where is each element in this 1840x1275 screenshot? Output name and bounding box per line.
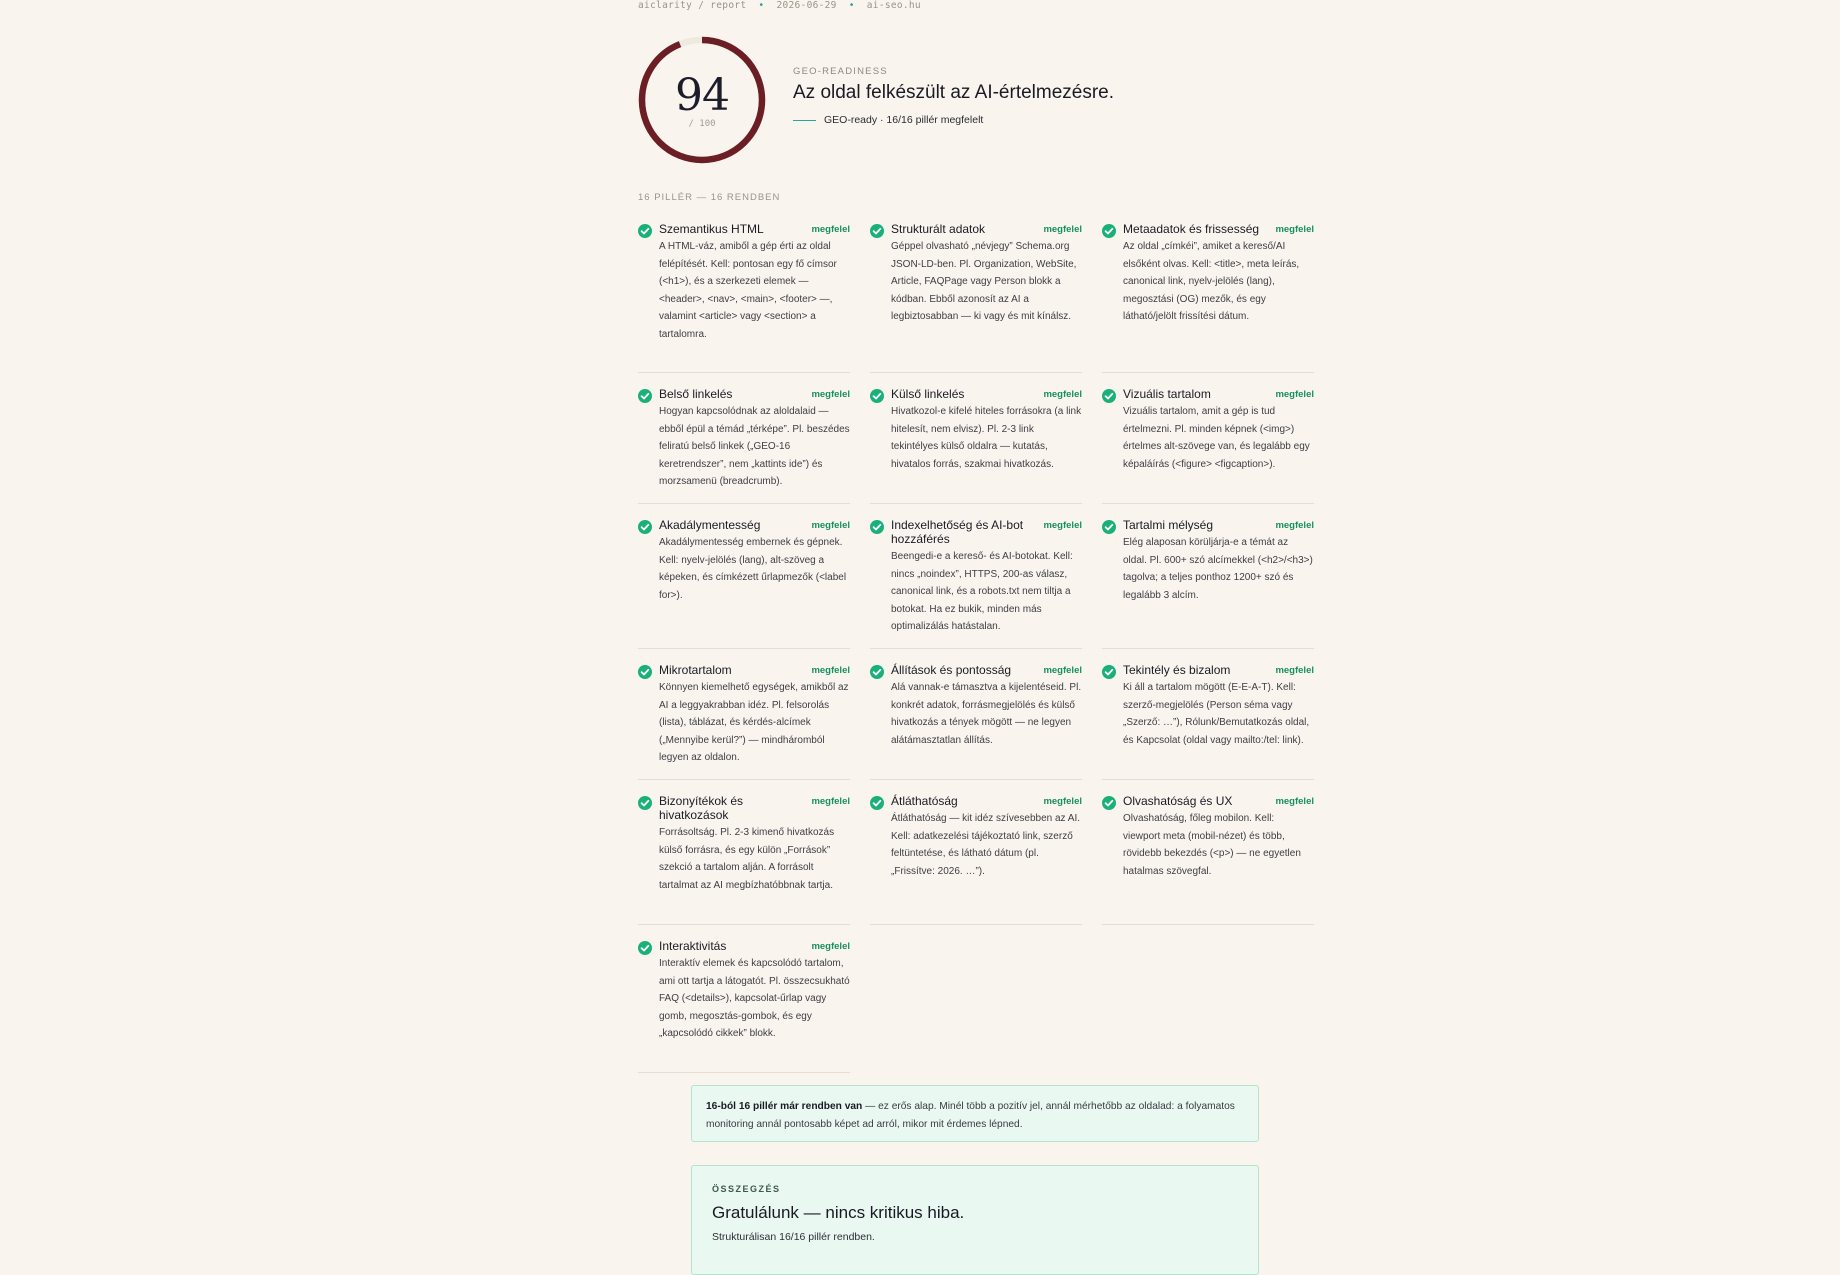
check-circle-icon <box>870 224 884 238</box>
pillar-card <box>638 387 850 504</box>
breadcrumb <box>638 0 921 11</box>
status-badge: megfelel <box>1275 520 1314 531</box>
pillar-description: Hogyan kapcsolódnak az aloldalaid — ebből épül a témád „térképe”. Pl. beszédes feliratú belső linkek („GEO-16 keretrendszer”, nem „kattints ide”) és morzsamenü (breadcrumb). <box>659 406 850 487</box>
check-circle-icon <box>1102 796 1116 810</box>
summary-eyebrow: ÖSSZEGZÉS <box>712 1184 781 1194</box>
pillar-description: Géppel olvasható „névjegy” Schema.org JSON-LD-ben. Pl. Organization, WebSite, Article, FAQPage vagy Person blokk a kódban. Ebből azonosít az AI a legbiztosabban — ki vagy és mit kínálsz. <box>891 241 1077 322</box>
check-circle-icon <box>870 796 884 810</box>
pillar-card <box>638 794 850 925</box>
pillar-description: Ki áll a tartalom mögött (E-E-A-T). Kell: szerző-megjelölés (Person séma vagy „Szerző: …”), Rólunk/Bemutatkozás oldal, és Kapcsolat (oldal vagy mailto:/tel: link). <box>1123 682 1310 746</box>
check-circle-icon <box>870 520 884 534</box>
pillar-description: Átláthatóság — kit idéz szívesebben az AI. Kell: adatkezelési tájékoztató link, szerző feltüntetése, és látható dátum (pl. „Frissítve: 2026. …”). <box>891 813 1080 877</box>
status-badge: megfelel <box>1275 665 1314 676</box>
pillar-title: Olvashatóság és UX <box>1123 794 1233 808</box>
check-circle-icon <box>1102 665 1116 679</box>
check-circle-icon <box>638 224 652 238</box>
pillar-description: Alá vannak-e támasztva a kijelentéseid. Pl. konkrét adatok, forrásmegjelölés és külső hivatkozás a tények mögött — ne legyen alátámasztatlan állítás. <box>891 682 1082 746</box>
status-badge: megfelel <box>811 520 850 531</box>
pillar-title: Strukturált adatok <box>891 222 986 236</box>
pillar-description: Elég alaposan körüljárja-e a témát az oldal. Pl. 600+ szó alcímekkel (<h2>/<h3>) tagolva; a teljes ponthoz 1200+ szó és legalább 3 alcím. <box>1123 537 1313 601</box>
pillar-card <box>870 663 1082 780</box>
check-circle-icon <box>1102 389 1116 403</box>
status-badge: megfelel <box>1275 796 1314 807</box>
status-badge: megfelel <box>811 941 850 952</box>
pillar-title: Akadálymentesség <box>659 518 761 532</box>
score-gauge <box>638 36 766 164</box>
note-text: — ez erős alap. Minél több a pozitív jel, annál mérhetőbb az oldalad: a folyamatos monitoring annál pontosabb képet ad arról, mikor mit érdemes lépned. <box>706 1101 1235 1130</box>
pillar-description: Olvashatóság, főleg mobilon. Kell: viewport meta (mobil-nézet) és több, rövidebb bekezdés (<p>) — ne egyetlen hatalmas szövegfal. <box>1123 813 1301 877</box>
status-badge: megfelel <box>1043 389 1082 400</box>
pillar-title: Átláthatóság <box>891 794 958 808</box>
status-badge: megfelel <box>811 665 850 676</box>
pillar-title: Metaadatok és frissesség <box>1123 222 1260 236</box>
pillar-card <box>870 518 1082 649</box>
pillar-title: Állítások és pontosság <box>891 663 1012 677</box>
pillar-description: Akadálymentesség embernek és gépnek. Kell: nyelv-jelölés (lang), alt-szöveg a képeken, és címkézett űrlapmezők (<label for>). <box>659 537 847 601</box>
score-value: 94 <box>675 70 729 121</box>
pillar-card <box>638 518 850 649</box>
hero-status <box>793 114 983 126</box>
pillar-card <box>870 222 1082 373</box>
summary-subtitle: Strukturálisan 16/16 pillér rendben. <box>712 1231 875 1243</box>
pillar-description: Könnyen kiemelhető egységek, amikből az AI a leggyakrabban idéz. Pl. felsorolás (lista), táblázat, és kérdés-alcímek („Mennyibe kerül?”) — mindháromból legyen az oldalon. <box>659 682 849 763</box>
status-badge: megfelel <box>811 389 850 400</box>
pillar-title: Bizonyítékok és hivatkozások <box>659 794 744 822</box>
summary-card <box>691 1165 1259 1275</box>
pillar-card <box>638 222 850 373</box>
pillar-card <box>870 794 1082 925</box>
check-circle-icon <box>638 389 652 403</box>
pillar-card <box>1102 663 1314 780</box>
pillar-description: Interaktív elemek és kapcsolódó tartalom, ami ott tartja a látogatót. Pl. összecsukható FAQ (<details>), kapcsolat-űrlap vagy gomb, megosztás-gombok, és egy „kapcsolódó cikkek” blokk. <box>659 958 850 1039</box>
hero-eyebrow: GEO-READINESS <box>793 66 888 77</box>
pillar-card <box>638 939 850 1073</box>
pillar-card <box>1102 794 1314 925</box>
check-circle-icon <box>638 941 652 955</box>
check-circle-icon <box>1102 224 1116 238</box>
status-text: GEO-ready · 16/16 pillér megfelelt <box>824 114 984 126</box>
pillar-description: A HTML-váz, amiből a gép érti az oldal felépítését. Kell: pontosan egy fő címsor (<h1>), és a szerkezeti elemek — <header>, <nav>, <main>, <footer> —, valamint <article> vagy <section> a tartalomra. <box>659 241 837 340</box>
status-badge: megfelel <box>1043 665 1082 676</box>
breadcrumb-brand[interactable]: aiclarity <box>638 0 693 11</box>
dot-separator: • <box>848 0 855 11</box>
pillar-card <box>1102 518 1314 649</box>
check-circle-icon <box>870 665 884 679</box>
pillar-title: Interaktivitás <box>659 939 727 953</box>
status-badge: megfelel <box>1275 389 1314 400</box>
score-max: / 100 <box>688 119 716 129</box>
pillar-title: Vizuális tartalom <box>1123 387 1211 401</box>
check-circle-icon <box>638 520 652 534</box>
pillar-description: Vizuális tartalom, amit a gép is tud értelmezni. Pl. minden képnek (<img>) értelmes alt-szövege van, és legalább egy képaláírás (<figure> <figcaption>). <box>1123 406 1310 470</box>
status-badge: megfelel <box>811 224 850 235</box>
check-circle-icon <box>638 796 652 810</box>
status-badge: megfelel <box>811 796 850 807</box>
check-circle-icon <box>870 389 884 403</box>
pillar-title: Tekintély és bizalom <box>1123 663 1231 677</box>
status-line <box>793 120 816 121</box>
info-note <box>691 1085 1259 1142</box>
status-badge: megfelel <box>1043 224 1082 235</box>
pillar-title: Tartalmi mélység <box>1123 518 1214 532</box>
pillar-title: Külső linkelés <box>891 387 965 401</box>
section-label: 16 PILLÉR — 16 RENDBEN <box>638 192 781 203</box>
status-badge: megfelel <box>1043 520 1082 531</box>
note-bold: 16-ból 16 pillér már rendben van <box>706 1101 863 1112</box>
pillar-description: Beengedi-e a kereső- és AI-botokat. Kell: nincs „noindex”, HTTPS, 200-as válasz, canonical link, és a robots.txt nem tiltja a botokat. Ha ez bukik, minden más optimalizálás hatástalan. <box>891 551 1073 632</box>
pillar-title: Belső linkelés <box>659 387 733 401</box>
summary-title: Gratulálunk — nincs kritikus hiba. <box>712 1203 965 1222</box>
status-badge: megfelel <box>1043 796 1082 807</box>
breadcrumb-separator: / <box>698 0 711 11</box>
check-circle-icon <box>1102 520 1116 534</box>
pillar-description: Forrásoltság. Pl. 2-3 kimenő hivatkozás külső forrásra, és egy külön „Források” szekció a tartalom alján. A forrásolt tartalmat az AI megbízhatóbbnak tartja. <box>659 827 835 891</box>
dot-separator: • <box>758 0 765 11</box>
pillar-card <box>638 663 850 780</box>
pillar-card <box>1102 222 1314 373</box>
pillar-card <box>870 387 1082 504</box>
breadcrumb-section: report <box>710 0 747 11</box>
pillar-title: Mikrotartalom <box>659 663 732 677</box>
pillar-title: Indexelhetőség és AI-bot hozzáférés <box>891 518 1024 546</box>
check-circle-icon <box>638 665 652 679</box>
report-domain: ai-seo.hu <box>866 0 921 11</box>
report-date: 2026-06-29 <box>776 0 837 11</box>
page-title: Az oldal felkészült az AI-értelmezésre. <box>793 82 1115 103</box>
pillar-description: Hivatkozol-e kifelé hiteles forrásokra (a link hitelesít, nem elvisz). Pl. 2-3 link tekintélyes külső oldalra — kutatás, hivatalos forrás, szakmai hivatkozás. <box>891 406 1082 470</box>
status-badge: megfelel <box>1275 224 1314 235</box>
pillar-card <box>1102 387 1314 504</box>
pillar-description: Az oldal „címkéi”, amiket a kereső/AI elsőként olvas. Kell: <title>, meta leírás, canonical link, nyelv-jelölés (lang), megosztási (OG) mezők, és egy látható/jelölt frissítési dátum. <box>1123 241 1300 322</box>
pillar-title: Szemantikus HTML <box>659 222 764 236</box>
